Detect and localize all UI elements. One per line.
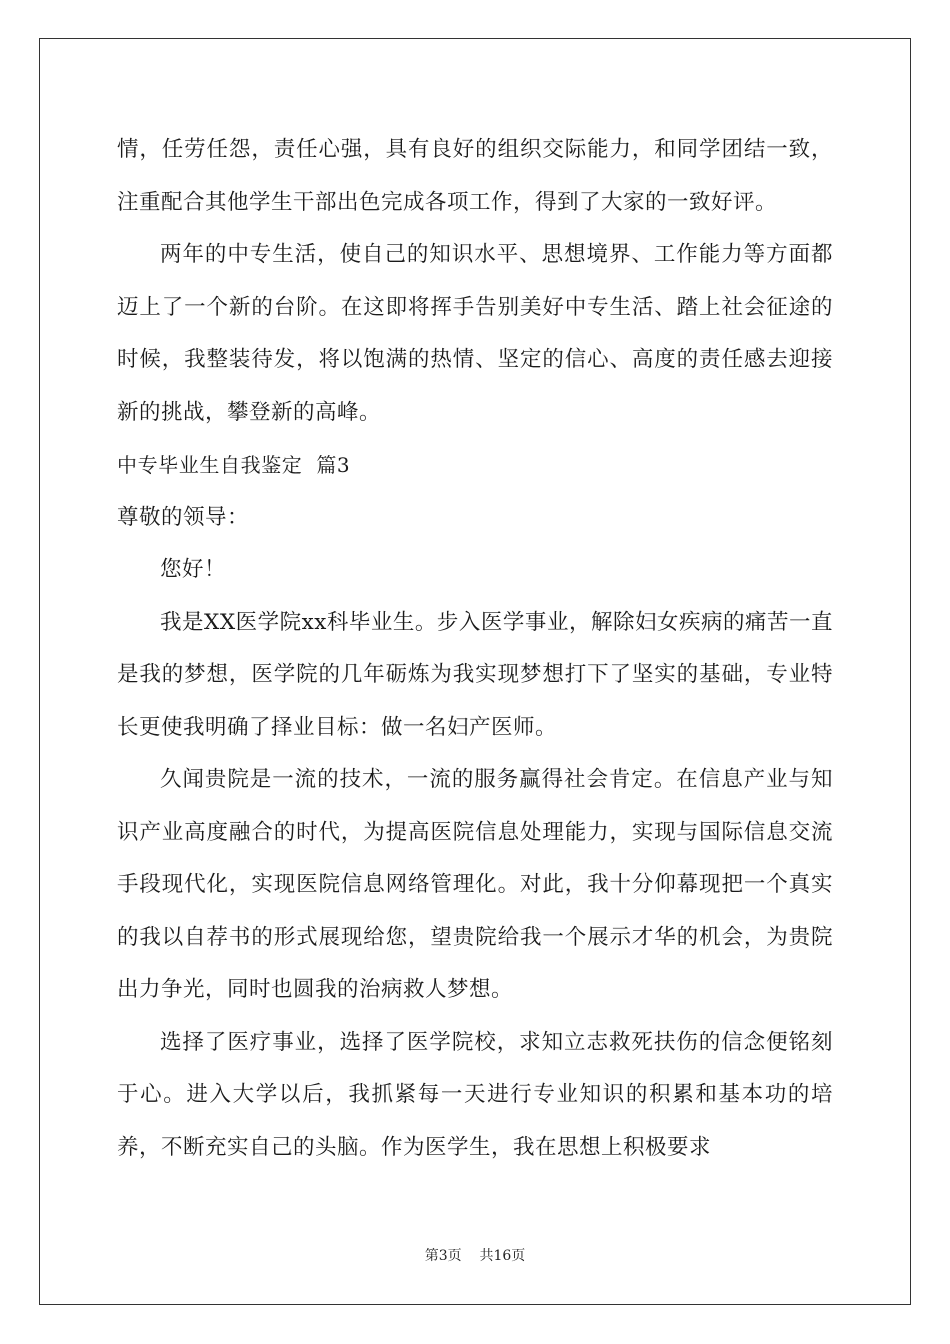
greeting: 您好！ [160, 557, 227, 582]
document-body [117, 124, 833, 1174]
salutation: 尊敬的领导： [117, 504, 250, 530]
paragraph-continuation: 情，任劳任怨，责任心强，具有良好的组织交际能力，和同学团结一致，注重配合其他学生干部出色完成各项工作，得到了大家的一致好评。 [117, 137, 833, 215]
page-number: 第3页 共16页 [424, 1248, 526, 1264]
section-heading: 中专毕业生自我鉴定 篇3 [117, 453, 351, 477]
paragraph-summary: 两年的中专生活，使自己的知识水平、思想境界、工作能力等方面都迈上了一个新的台阶。在这即将挥手告别美好中专生活、踏上社会征途的时候，我整装待发，将以饱满的热情、坚定的信心、高度的责任感去迎接新的挑战，攀登新的高峰。 [117, 242, 833, 425]
paragraph-study: 选择了医疗事业，选择了医学院校，求知立志救死扶伤的信念便铭刻于心。进入大学以后，我抓紧每一天进行专业知识的积累和基本功的培养，不断充实自己的头脑。作为医学生，我在思想上积极要求 [117, 1029, 833, 1160]
paragraph-hospital: 久闻贵院是一流的技术，一流的服务赢得社会肯定。在信息产业与知识产业高度融合的时代，为提高医院信息处理能力，实现与国际信息交流手段现代化，实现医院信息网络管理化。对此，我十分仰幕现把一个真实的我以自荐书的形式展现给您，望贵院给我一个展示才华的机会，为贵院出力争光，同时也圆我的治病救人梦想。 [117, 767, 833, 1002]
paragraph-introduction: 我是XX医学院xx科毕业生。步入医学事业，解除妇女疾病的痛苦一直是我的梦想，医学院的几年砺炼为我实现梦想打下了坚实的基础，专业特长更使我明确了择业目标：做一名妇产医师。 [117, 609, 833, 740]
